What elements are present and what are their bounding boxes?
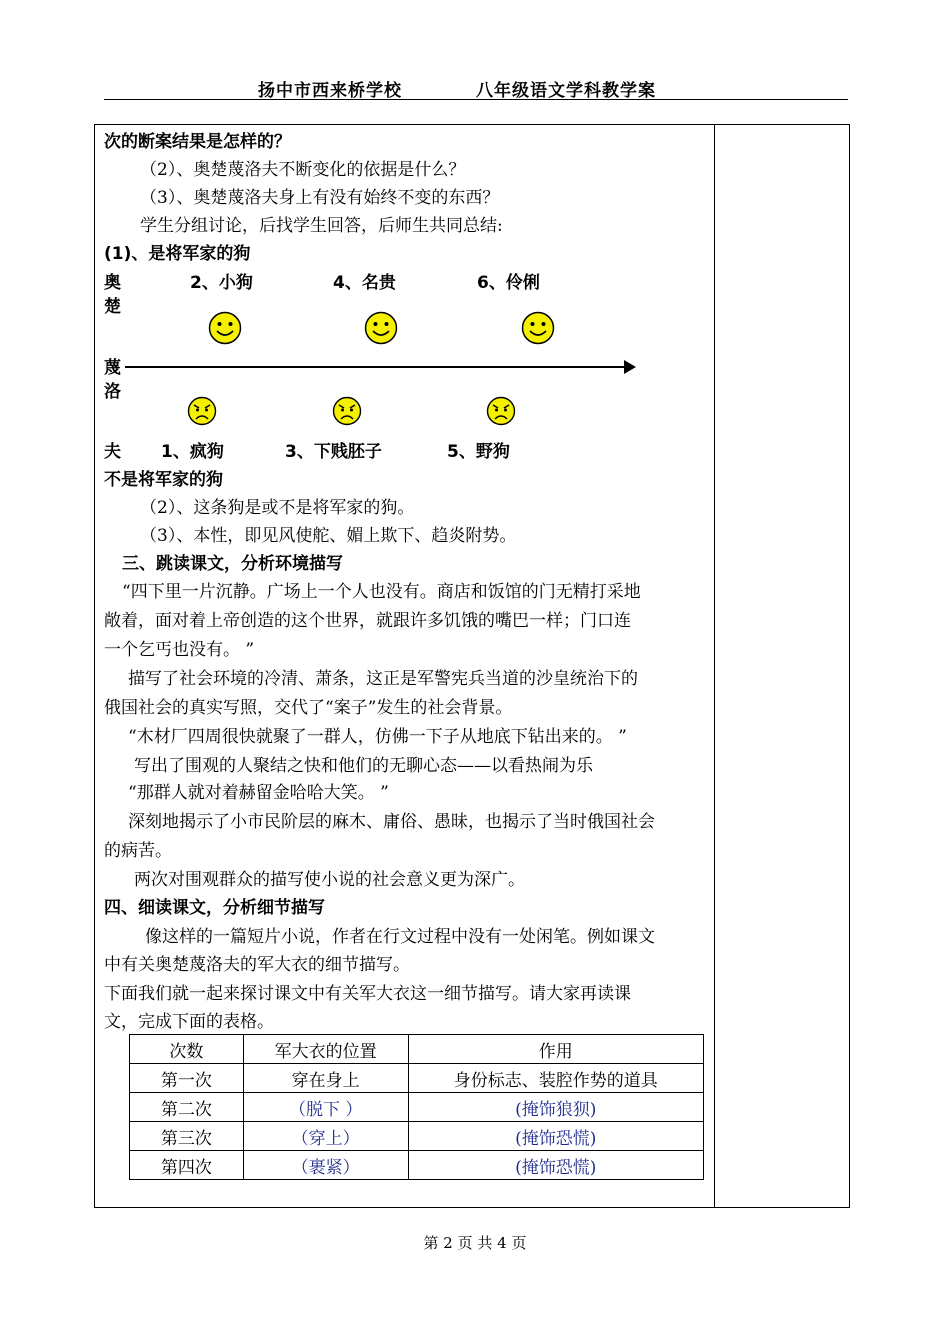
smiley-face-icon — [521, 311, 555, 345]
general-dog-label: 4、名贵 — [333, 273, 396, 293]
answer-3: （3）、本性，即见风使舵、媚上欺下、趋炎附势。 — [140, 526, 517, 546]
notes-column-divider — [714, 124, 715, 1208]
table-row — [130, 1064, 704, 1093]
table-row — [130, 1122, 704, 1151]
page-number: 第 2 页 共 4 页 — [423, 1234, 527, 1252]
not-general-heading: 不是将军家的狗 — [104, 470, 223, 490]
question-1-continued: 次的断案结果是怎样的？ — [104, 132, 291, 152]
description-2: 写出了围观的人聚结之快和他们的无聊心态——以看热闹为乐 — [134, 756, 593, 776]
page-header — [104, 75, 848, 100]
timeline-arrow-line — [125, 366, 630, 368]
table-row — [130, 1093, 704, 1122]
table-cell: 穿在身上 — [243, 1064, 408, 1093]
general-dog-label: 2、小狗 — [190, 273, 253, 293]
answer-2: （2）、这条狗是或不是将军家的狗。 — [140, 498, 415, 518]
not-general-dog-label: 3、下贱胚子 — [285, 442, 382, 462]
paragraph-4-line: 像这样的一篇短片小说，作者在行文过程中没有一处闲笔。例如课文 — [145, 927, 655, 947]
answer-1-heading: (1)、是将军家的狗 — [104, 244, 251, 264]
smiley-face-icon — [208, 311, 242, 345]
smiley-face-icon — [364, 311, 398, 345]
angry-face-icon — [486, 396, 516, 426]
table-answer-cell: (掩饰恐慌) — [408, 1122, 703, 1151]
table-cell: 第四次 — [130, 1151, 244, 1180]
quote-2: “木材厂四周很快就聚了一群人，仿佛一下子从地底下钻出来的。 ” — [128, 727, 627, 747]
angry-face-icon — [187, 396, 217, 426]
paragraph-5-line: 下面我们就一起来探讨课文中有关军大衣这一细节描写。请大家再读课 — [104, 984, 631, 1004]
table-cell: 第三次 — [130, 1122, 244, 1151]
coat-detail-table — [129, 1034, 704, 1180]
school-name: 扬中市西来桥学校 — [258, 81, 402, 101]
description-3-line: 深刻地揭示了小市民阶层的麻木、庸俗、愚昧，也揭示了当时俄国社会 — [128, 812, 655, 832]
name-char: 楚 — [104, 297, 121, 317]
table-cell: 第二次 — [130, 1093, 244, 1122]
angry-face-icon — [332, 396, 362, 426]
arrow-right-icon — [624, 360, 636, 374]
general-dog-label: 6、伶俐 — [477, 273, 540, 293]
name-char: 洛 — [104, 382, 121, 402]
name-char: 蔑 — [104, 358, 121, 378]
description-3-line: 的病苦。 — [104, 841, 172, 861]
table-header-cell: 作用 — [408, 1035, 703, 1064]
table-header-cell: 军大衣的位置 — [243, 1035, 408, 1064]
quote-1-line: 敞着，面对着上帝创造的这个世界，就跟许多饥饿的嘴巴一样；门口连 — [104, 611, 631, 631]
section-3-title: 三、跳读课文，分析环境描写 — [122, 554, 343, 574]
question-3: （3）、奥楚蔑洛夫身上有没有始终不变的东西？ — [140, 188, 500, 208]
not-general-dog-label: 1、疯狗 — [161, 442, 224, 462]
subject-title: 八年级语文学科教学案 — [476, 81, 656, 101]
quote-1-line: 一个乞丐也没有。 ” — [104, 640, 255, 660]
table-answer-cell: (掩饰恐慌) — [408, 1151, 703, 1180]
table-answer-cell: (掩饰狼狈) — [408, 1093, 703, 1122]
paragraph-5-line: 文，完成下面的表格。 — [104, 1012, 274, 1032]
question-2: （2）、奥楚蔑洛夫不断变化的依据是什么？ — [140, 160, 466, 180]
table-answer-cell: （穿上） — [243, 1122, 408, 1151]
name-char: 奥 — [104, 273, 121, 293]
description-1-line: 俄国社会的真实写照，交代了“案子”发生的社会背景。 — [104, 698, 513, 718]
discussion-instruction: 学生分组讨论，后找学生回答，后师生共同总结: — [140, 216, 503, 236]
table-cell: 第一次 — [130, 1064, 244, 1093]
description-1-line: 描写了社会环境的冷清、萧条，这正是军警宪兵当道的沙皇统治下的 — [128, 669, 638, 689]
table-answer-cell: （脱下 ） — [243, 1093, 408, 1122]
quote-1-line: “四下里一片沉静。广场上一个人也没有。商店和饭馆的门无精打采地 — [122, 582, 641, 602]
section-4-title: 四、细读课文，分析细节描写 — [104, 898, 325, 918]
description-4: 两次对围观群众的描写使小说的社会意义更为深广。 — [134, 870, 525, 890]
table-header-cell: 次数 — [130, 1035, 244, 1064]
not-general-dog-label: 5、野狗 — [447, 442, 510, 462]
table-header-row — [130, 1035, 704, 1064]
table-answer-cell: （裹紧） — [243, 1151, 408, 1180]
table-row — [130, 1151, 704, 1180]
quote-3: “那群人就对着赫留金哈哈大笑。 ” — [128, 783, 389, 803]
name-char: 夫 — [104, 442, 121, 462]
table-cell: 身份标志、装腔作势的道具 — [408, 1064, 703, 1093]
paragraph-4-line: 中有关奥楚蔑洛夫的军大衣的细节描写。 — [104, 955, 410, 975]
